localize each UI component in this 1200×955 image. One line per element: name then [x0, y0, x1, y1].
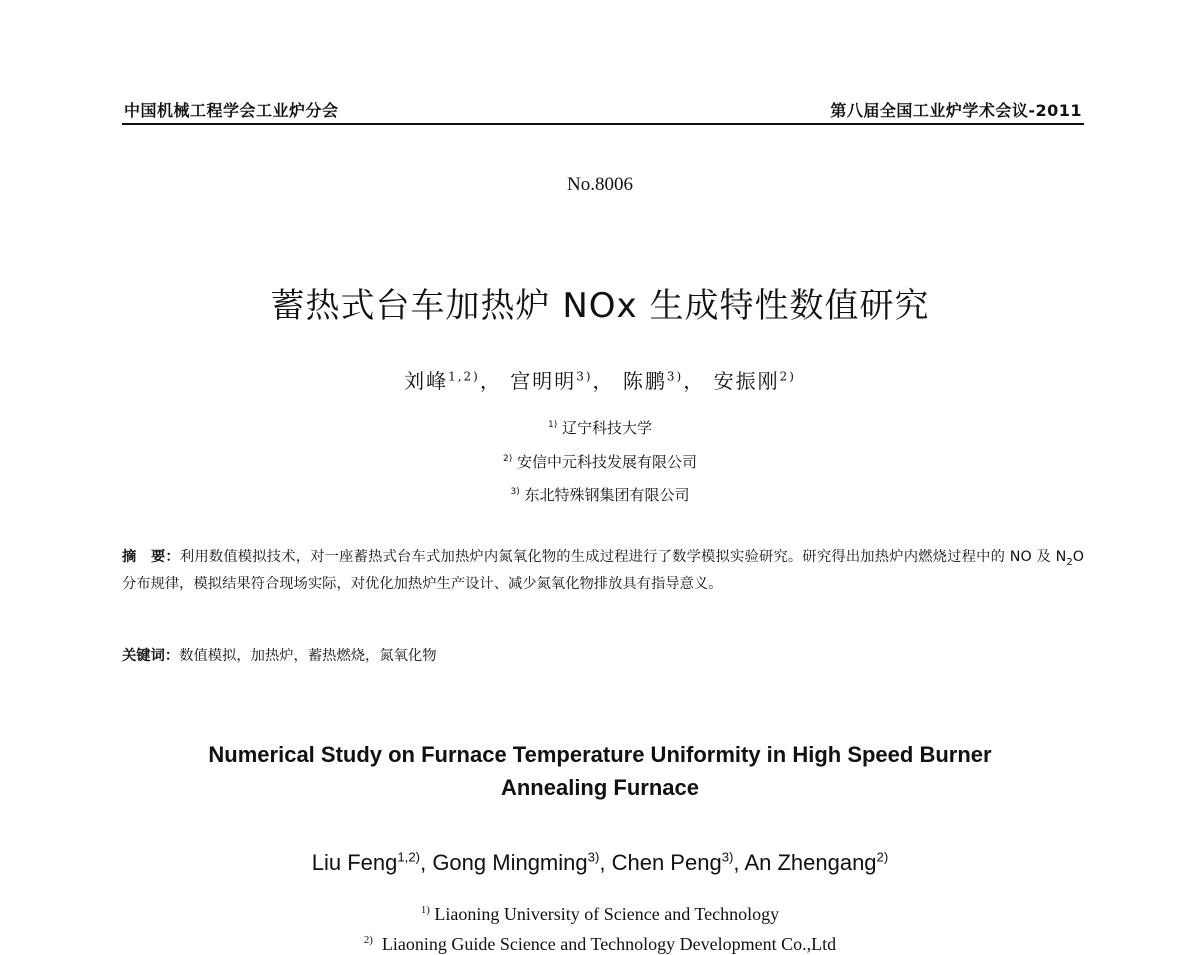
- chinese-title: 蓄热式台车加热炉 NOx 生成特性数值研究: [270, 286, 930, 326]
- author-name: Liu Feng: [311, 850, 398, 875]
- author-mark: 3): [576, 369, 593, 384]
- chinese-affiliation: $^{3)}$ 东北特殊钢集团有限公司: [510, 486, 690, 504]
- chinese-affiliation: $^{1)}$ 辽宁科技大学: [547, 419, 653, 437]
- author-mark: 1,2): [397, 849, 421, 865]
- header-conference: 第八届全国工业炉学术会议-2011: [830, 101, 1082, 120]
- author-mark: 3): [587, 849, 600, 865]
- abstract-label: 摘 要：: [122, 549, 180, 565]
- english-authors: Liu Feng$^{1,2)}$, Gong Mingming$^{3)}$, Chen Peng$^{3)}$, An Zhengang$^{2)}$: [311, 849, 889, 875]
- chinese-abstract: 摘 要：利用数值模拟技术，对一座蓄热式台车式加热炉内氮氧化物的生成过程进行了数学模拟实验研究。研究得出加热炉内燃烧过程中的 NO 及 $N_2O$ 分布规律，模拟结果符合现场实际，对优化加热炉生产设计、减少氮氧化物排放具有指导意义。: [122, 549, 1084, 592]
- author-name: 安振刚: [713, 369, 780, 393]
- chinese-affiliation: $^{2)}$ 安信中元科技发展有限公司: [502, 453, 698, 471]
- english-affiliation: $^{2)}$ Liaoning Guide Science and Technology Development Co.,Ltd: [363, 934, 837, 954]
- author-mark: 3): [666, 369, 684, 384]
- author-name: An Zhengang: [744, 850, 877, 875]
- author-name: 宫明明: [510, 369, 577, 393]
- running-header: [122, 96, 1084, 125]
- header-society: 中国机械工程学会工业炉分会: [124, 101, 339, 120]
- english-affiliation: $^{1)}$ Liaoning University of Science and Technology: [420, 904, 780, 924]
- english-title: Numerical Study on Furnace Temperature Uniformity in High Speed Burner Annealing Furnace: [208, 742, 992, 800]
- author-mark: 2): [876, 849, 889, 865]
- author-name: Gong Mingming: [432, 850, 588, 875]
- paper-number: No.8006: [567, 174, 633, 195]
- chinese-keywords: 关键词：数值模拟，加热炉，蓄热燃烧，氮氧化物: [122, 648, 437, 664]
- author-name: 刘峰: [404, 369, 449, 393]
- author-mark: 1,2): [448, 369, 480, 384]
- chinese-authors: 刘峰$^{1,2)}$， 宫明明$^{3)}$， 陈鹏$^{3)}$， 安振刚$^{2)}$: [404, 369, 796, 393]
- author-mark: 3): [721, 849, 734, 865]
- author-name: Chen Peng: [611, 850, 722, 875]
- author-name: 陈鹏: [622, 369, 667, 393]
- author-mark: 2): [779, 369, 796, 384]
- keywords-label: 关键词：: [122, 648, 180, 664]
